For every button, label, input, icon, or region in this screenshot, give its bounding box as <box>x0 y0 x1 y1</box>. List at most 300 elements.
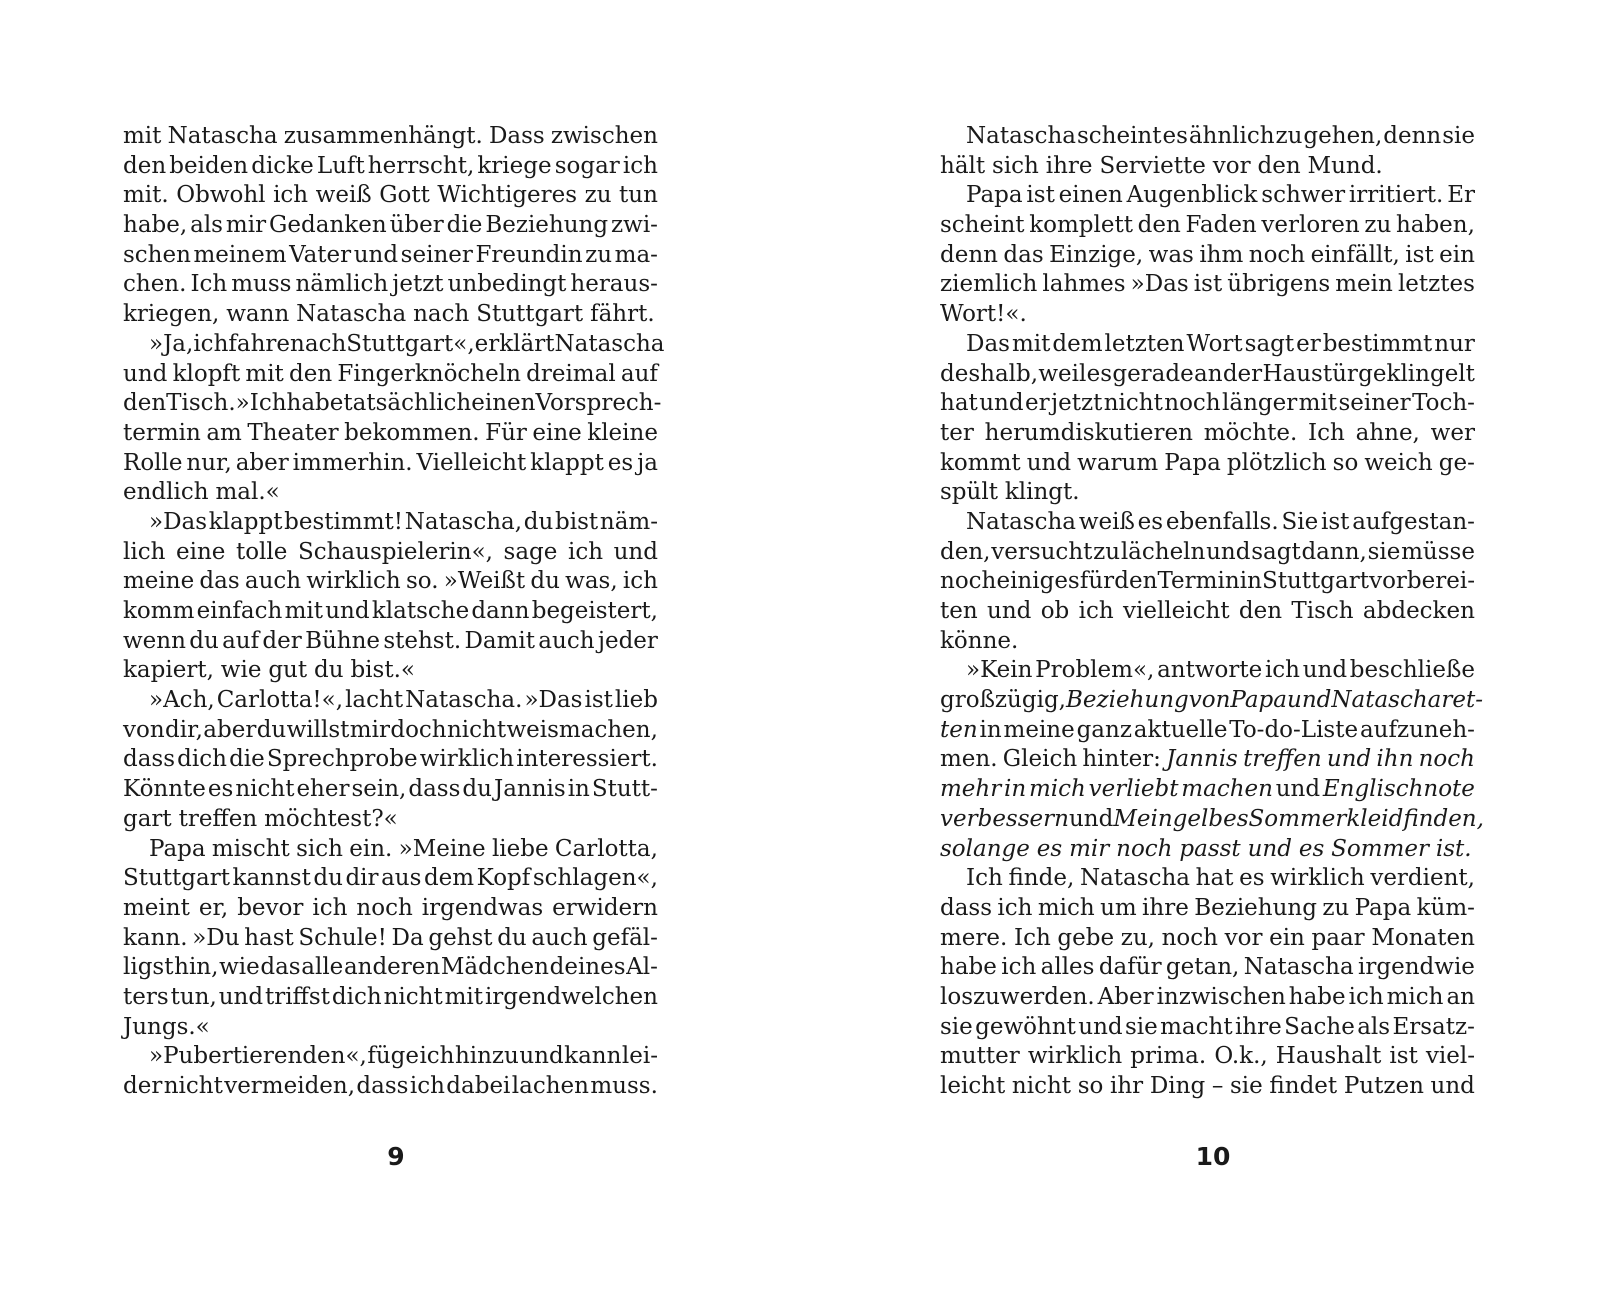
word: ret- <box>1441 687 1483 714</box>
word: zwi- <box>611 212 658 239</box>
word: muss. <box>590 1073 658 1099</box>
word: bestimmt! <box>284 508 404 535</box>
word: ihr <box>1110 1073 1144 1099</box>
text-line <box>123 211 658 241</box>
word: es <box>607 449 634 476</box>
word: bestimmt <box>1322 330 1433 357</box>
word: ein <box>1269 924 1305 951</box>
word: in <box>567 776 590 803</box>
word: aktuelle <box>1133 716 1228 743</box>
word: zu <box>1322 894 1350 921</box>
word: ich <box>622 152 658 179</box>
word: dich <box>177 746 227 773</box>
text-line <box>123 686 658 716</box>
word: Toch- <box>1412 390 1475 417</box>
word: hält <box>940 152 986 179</box>
word: in <box>979 716 1002 743</box>
word: »Pubertierenden«, <box>149 1043 367 1070</box>
word: jetzt <box>392 271 444 298</box>
word: mere. <box>940 924 1008 951</box>
text-line <box>123 419 658 449</box>
word: nach <box>413 301 470 328</box>
word: wie <box>219 954 260 981</box>
word: kapiert, <box>123 657 214 684</box>
word: ich <box>1264 657 1300 684</box>
word: sie <box>1367 538 1401 565</box>
word: Schule! <box>298 924 387 951</box>
word: mir <box>349 716 390 743</box>
word: vor <box>1212 152 1251 179</box>
word: »Das <box>149 508 208 535</box>
word: habe <box>286 390 344 417</box>
word: auch <box>531 924 588 951</box>
text-line <box>940 627 1475 657</box>
word: heraus- <box>570 271 658 298</box>
text-line <box>940 389 1475 419</box>
text-line <box>123 983 658 1013</box>
word: mit <box>123 123 162 149</box>
word: ters <box>123 983 169 1010</box>
text-line <box>123 627 658 657</box>
word: es <box>1036 835 1063 862</box>
word: Natascha <box>1243 954 1354 981</box>
word: willst <box>286 716 350 743</box>
word: schlagen«, <box>532 865 658 892</box>
word: To-do-Liste <box>1229 716 1359 743</box>
word: Er <box>1447 182 1475 209</box>
word: er <box>1024 390 1050 417</box>
word: großzügig, <box>940 687 1066 714</box>
word: immerhin. <box>292 449 413 476</box>
word: als <box>190 212 223 239</box>
word: liebe <box>491 835 549 862</box>
word: wer <box>1430 419 1475 446</box>
text-line <box>123 181 658 211</box>
word: muss <box>231 271 292 298</box>
word: wirklich <box>1270 865 1365 892</box>
word: Sie <box>1281 508 1319 535</box>
word: wirklich <box>306 568 401 595</box>
word: sich <box>992 152 1039 179</box>
word: Natascha <box>296 301 407 328</box>
text-line <box>940 538 1475 568</box>
word: irgendwas <box>421 894 544 921</box>
text-line <box>940 924 1475 954</box>
word: nicht <box>235 776 295 803</box>
word: möchtest?« <box>264 805 398 832</box>
word: plötzlich <box>1226 449 1327 476</box>
word: Sprechprobe <box>266 746 418 773</box>
word: und <box>1275 776 1321 803</box>
word: seiner <box>1338 390 1411 417</box>
word: jetzt <box>1050 390 1103 417</box>
word: Für <box>485 419 527 446</box>
word: weil <box>1038 360 1087 387</box>
word: »Ich <box>235 390 287 417</box>
word: den <box>1257 152 1301 179</box>
word: den, <box>940 538 991 565</box>
right-page <box>940 122 1484 1102</box>
text-line <box>940 508 1475 538</box>
text-line <box>940 775 1475 805</box>
word: es <box>207 776 234 803</box>
text-line <box>123 805 658 835</box>
word: Natascha <box>167 123 278 149</box>
text-line <box>123 270 658 300</box>
word: könne. <box>940 627 1019 654</box>
word: Natascha <box>554 330 665 357</box>
word: kannst <box>232 865 311 892</box>
word: alles <box>1040 954 1095 981</box>
word: küm- <box>1416 894 1475 921</box>
text-line <box>940 181 1475 211</box>
word: »Kein <box>966 657 1033 684</box>
word: dir <box>345 865 379 892</box>
word: und <box>353 241 399 268</box>
word: Wort!«. <box>940 301 1027 328</box>
word: klingt. <box>1004 479 1080 506</box>
text-line <box>940 567 1475 597</box>
text-line <box>123 389 662 419</box>
word: noch <box>1418 746 1475 773</box>
word: länger <box>1222 390 1298 417</box>
word: in <box>1239 568 1262 595</box>
word: er <box>1296 330 1321 357</box>
text-line <box>123 538 658 568</box>
word: Papa <box>1230 687 1287 714</box>
word: wenn <box>123 627 186 654</box>
word: aufgestan- <box>1352 508 1475 535</box>
word: ein. <box>349 835 393 862</box>
word: zu <box>1275 123 1303 149</box>
word: einfällt, <box>1310 241 1400 268</box>
word: sage <box>503 538 558 565</box>
word: Kopf <box>476 865 531 892</box>
word: Ich <box>190 271 228 298</box>
word: nicht <box>1103 390 1163 417</box>
text-line <box>940 1042 1475 1072</box>
word: lachen <box>511 1073 589 1099</box>
text-line <box>940 152 1475 182</box>
word: Papa <box>966 182 1023 209</box>
word: Natascha <box>966 508 1077 535</box>
word: dabei <box>446 1073 511 1099</box>
text-line <box>123 122 658 152</box>
word: mir <box>1069 835 1110 862</box>
text-line <box>940 894 1475 924</box>
word: du <box>462 776 492 803</box>
text-line <box>940 419 1475 449</box>
word: prima. <box>1130 1043 1207 1070</box>
text-line <box>123 716 658 746</box>
word: gut <box>268 657 308 684</box>
word: den <box>123 390 167 417</box>
word: ihre <box>1045 152 1093 179</box>
word: ein <box>1439 241 1475 268</box>
word: Wichtigeres <box>437 182 578 209</box>
word: beiden <box>169 152 249 179</box>
word: ziemlich <box>940 271 1038 298</box>
word: klappt <box>208 508 283 535</box>
text-line <box>940 656 1475 686</box>
word: ma- <box>614 241 658 268</box>
word: ich <box>409 1073 445 1099</box>
word: interessiert. <box>516 746 658 773</box>
word: und <box>1247 835 1292 862</box>
word: dass <box>408 776 461 803</box>
word: ganz <box>1076 716 1132 743</box>
word: mischt <box>211 835 290 862</box>
word: weiß <box>1078 508 1135 535</box>
word: Natascha, <box>404 508 523 535</box>
word: Fingerknöcheln <box>337 360 521 387</box>
word: verbessern <box>940 805 1069 832</box>
word: sie <box>1124 1013 1158 1040</box>
word: er, <box>198 894 229 921</box>
word: zu <box>585 241 613 268</box>
word: das <box>260 954 301 981</box>
word: nicht <box>446 716 507 743</box>
word: hin, <box>174 954 219 981</box>
word: Ding <box>1149 1073 1206 1099</box>
word: am <box>206 419 242 446</box>
word: ist <box>1321 508 1350 535</box>
word: leicht <box>940 1073 1006 1099</box>
text-line <box>123 1013 658 1043</box>
word: gerade <box>1112 360 1194 387</box>
word: müsse <box>1401 538 1475 565</box>
text-line <box>123 835 658 865</box>
word: Papa <box>1164 449 1221 476</box>
word: ist <box>1389 1043 1418 1070</box>
word: und <box>979 390 1024 417</box>
word: loszuwerden. <box>940 983 1095 1010</box>
word: du <box>313 865 343 892</box>
word: einen <box>1058 182 1123 209</box>
word: Sache <box>1284 1013 1355 1040</box>
word: Problem«, <box>1035 657 1155 684</box>
word: tun, <box>170 983 217 1010</box>
word: den <box>289 360 333 387</box>
text-line <box>940 478 1475 508</box>
text-line <box>123 864 658 894</box>
word: als <box>1357 1013 1391 1040</box>
word: wie <box>220 657 262 684</box>
word: Carlotta, <box>554 835 658 862</box>
word: solange <box>940 835 1030 862</box>
text-line <box>940 953 1475 983</box>
word: ich <box>1078 598 1114 624</box>
word: Stuttgart <box>123 865 230 892</box>
word: mit <box>1298 390 1338 417</box>
word: weich <box>1364 449 1433 476</box>
word: passt <box>1179 835 1241 862</box>
word: Papa <box>149 835 206 862</box>
word: Papa <box>1354 894 1412 921</box>
word: es <box>1162 123 1188 149</box>
word: mir <box>225 212 267 239</box>
word: warum <box>1077 449 1159 476</box>
word: über <box>389 212 444 239</box>
word: termin <box>123 419 201 446</box>
word: komm <box>123 598 195 624</box>
word: hast <box>244 924 294 951</box>
word: Stuttgart <box>1262 568 1369 595</box>
text-line <box>123 508 658 538</box>
word: der <box>123 1073 163 1099</box>
text-line <box>940 686 1483 716</box>
text-line <box>940 1013 1475 1043</box>
word: mich <box>1386 983 1444 1010</box>
word: verdient, <box>1370 865 1475 892</box>
word: und <box>1430 1073 1475 1099</box>
word: noch <box>1164 390 1221 417</box>
word: »Weißt <box>443 568 526 595</box>
word: herumdiskutieren <box>984 419 1193 446</box>
word: – <box>1211 1073 1224 1099</box>
word: »Das <box>1130 271 1189 298</box>
word: ten <box>940 716 978 743</box>
word: an <box>1194 360 1223 387</box>
text-line <box>940 597 1475 627</box>
word: irritiert. <box>1348 182 1444 209</box>
word: nach <box>290 330 347 357</box>
word: hinzu <box>454 1043 519 1070</box>
word: ligst <box>123 954 174 981</box>
word: es <box>1137 508 1164 535</box>
word: Faden <box>1185 212 1257 239</box>
word: noch <box>1161 924 1218 951</box>
word: letztes <box>1397 271 1475 298</box>
word: lächeln <box>1120 538 1206 565</box>
word: Putzen <box>1343 1073 1424 1099</box>
word: kann <box>564 1043 622 1070</box>
word: deshalb, <box>940 360 1039 387</box>
word: bevor <box>237 894 304 921</box>
word: ich <box>312 894 348 921</box>
text-line <box>123 330 665 360</box>
text-line <box>940 864 1475 894</box>
word: ahne, <box>1355 419 1420 446</box>
word: du <box>523 508 554 535</box>
word: du <box>530 568 560 595</box>
word: dass <box>940 894 993 921</box>
word: meinem <box>193 241 287 268</box>
word: kriegen, <box>123 301 220 328</box>
word: Tisch. <box>166 390 236 417</box>
word: dafür <box>1098 954 1162 981</box>
word: Tisch <box>1291 598 1354 624</box>
word: ja <box>637 449 658 476</box>
word: noch <box>940 568 997 595</box>
word: ten <box>940 598 978 624</box>
word: ihn <box>1376 746 1414 773</box>
word: Augenblick <box>1126 182 1258 209</box>
word: »Ja, <box>149 330 194 357</box>
word: Ich <box>966 865 1003 892</box>
word: in <box>1004 776 1027 803</box>
word: gebe <box>1057 924 1115 951</box>
word: gefäl- <box>592 924 658 951</box>
word: um <box>1100 894 1137 921</box>
word: ich <box>193 330 229 357</box>
word: zu, <box>1120 924 1155 951</box>
word: gehst <box>428 924 493 951</box>
word: macht <box>1160 1013 1233 1040</box>
word: auch <box>538 627 595 654</box>
word: Stuttgart <box>476 301 584 328</box>
word: nicht <box>1011 1073 1072 1099</box>
word: sie <box>940 1013 973 1040</box>
word: »Du <box>192 924 240 951</box>
word: weismachen, <box>506 716 658 743</box>
word: sagt <box>1244 330 1295 357</box>
word: und <box>987 598 1032 624</box>
word: hat <box>1195 865 1234 892</box>
text-line <box>123 360 658 390</box>
word: meine <box>123 568 195 595</box>
word: ter <box>940 419 974 446</box>
word: von <box>123 716 165 743</box>
word: und <box>613 538 658 565</box>
word: schwer <box>1261 182 1346 209</box>
word: men. <box>940 746 998 773</box>
word: nämlich <box>295 271 389 298</box>
text-line <box>123 152 658 182</box>
word: Beziehung <box>1065 687 1189 714</box>
word: finde, <box>1008 865 1075 892</box>
word: Haustür <box>1262 360 1358 387</box>
word: stehst. <box>383 627 462 654</box>
word: paar <box>1311 924 1365 951</box>
word: und <box>1287 687 1332 714</box>
word: den <box>1137 212 1181 239</box>
word: Jannis <box>493 776 566 803</box>
word: es <box>1239 865 1265 892</box>
word: mutter <box>940 1043 1020 1070</box>
page-number-left: 9 <box>387 1142 405 1171</box>
word: Damit <box>464 627 535 654</box>
word: ich <box>1001 954 1037 981</box>
word: letzten <box>1104 330 1185 357</box>
word: dann, <box>1301 538 1367 565</box>
word: Beziehung <box>485 212 609 239</box>
word: ihm <box>1199 241 1244 268</box>
word: einen <box>471 390 536 417</box>
word: kleine <box>587 419 658 446</box>
word: Aber <box>1097 983 1154 1010</box>
word: ist. <box>1435 835 1472 862</box>
word: tun <box>619 182 658 209</box>
text-line <box>940 449 1475 479</box>
word: zu <box>1093 538 1121 565</box>
left-page-text <box>123 122 665 1102</box>
word: und <box>1026 449 1072 476</box>
word: dass <box>356 1073 409 1099</box>
word: kommt <box>940 449 1021 476</box>
word: mich <box>1037 894 1095 921</box>
word: hinter: <box>1082 746 1161 773</box>
word: lahmes <box>1042 271 1126 298</box>
word: und <box>519 1043 564 1070</box>
text-line <box>940 1072 1475 1102</box>
word: anderen <box>343 954 441 981</box>
word: eine <box>175 538 226 565</box>
word: bist <box>555 508 599 535</box>
word: sie <box>1442 123 1475 149</box>
word: Freundin <box>475 241 583 268</box>
word: auf <box>620 360 658 387</box>
